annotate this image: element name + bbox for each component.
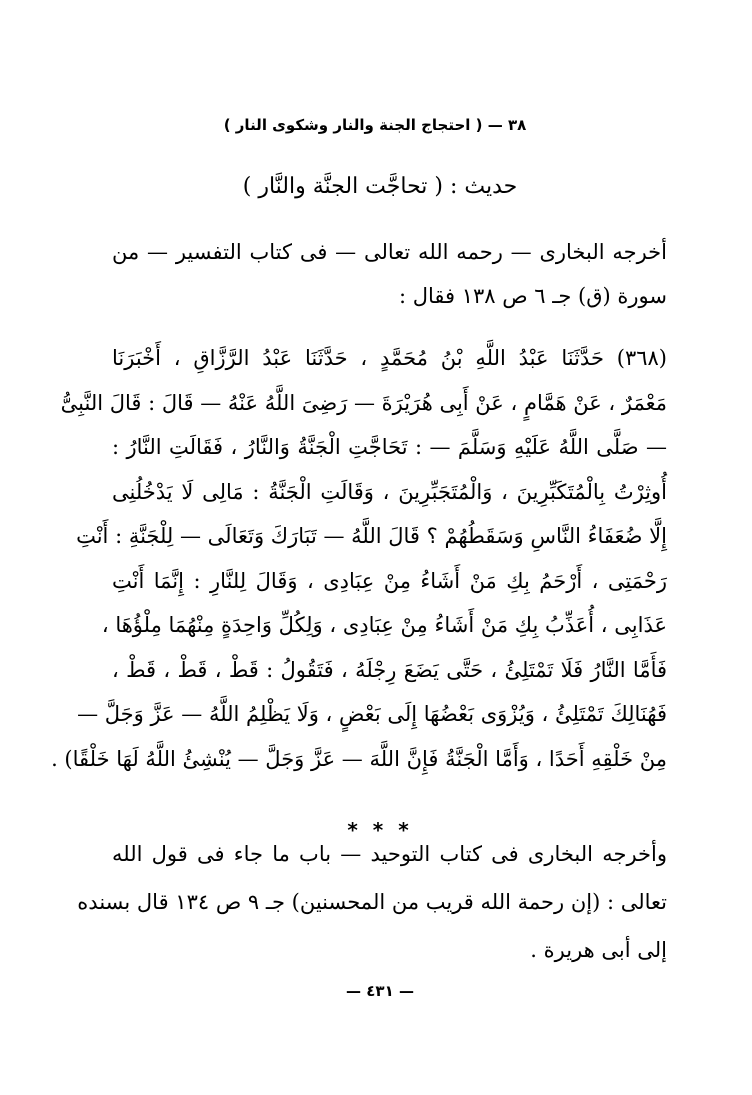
page-number: — ٤٣١ — <box>346 982 414 1000</box>
hadith-line-text: عَذَابِى ، أُعَذِّبُ بِكِ مَنْ أَشَاءُ مِنْ عِبَادِى ، وَلِكُلِّ وَاحِدَةٍ مِنْهُمَا مِلْؤُهَا ، <box>101 613 667 637</box>
intro-line-text: أخرجه البخارى — رحمه الله تعالى — فى كتاب التفسير — من <box>112 240 667 264</box>
outro-line-text: وأخرجه البخارى فى كتاب التوحيد — باب ما جاء فى قول الله <box>112 842 667 866</box>
section-separator: * * * <box>347 818 413 842</box>
hadith-line <box>101 613 667 658</box>
outro-line <box>77 890 667 938</box>
intro-line-text: سورة (ق) جـ ٦ ص ١٣٨ فقال : <box>398 284 667 308</box>
hadith-line-text: مَعْمَرٌ ، عَنْ هَمَّامٍ ، عَنْ أَبِى هُرَيْرَةَ — رَضِىَ اللَّهُ عَنْهُ — قَالَ : قَالَ النَّبِىُّ <box>60 390 667 415</box>
outro-line <box>112 842 667 890</box>
hadith-text <box>51 346 667 791</box>
hadith-line-text: رَحْمَتِى ، أَرْحَمُ بِكِ مَنْ أَشَاءُ مِنْ عِبَادِى ، وَقَالَ لِلنَّارِ : إِنَّمَا أَنْتِ <box>112 568 667 593</box>
hadith-line <box>112 569 667 614</box>
hadith-line-text: فَهُنَالِكَ تَمْتَلِئُ ، وَيُزْوَى بَعْضُهَا إِلَى بَعْضٍ ، وَلَا يَظْلِمُ اللَّهُ — عَزَّ وَجَلَّ — <box>77 702 667 726</box>
outro-line-text: إلى أبى هريرة . <box>530 938 667 962</box>
hadith-line <box>112 346 667 391</box>
hadith-line-text: أُوثِرْتُ بِالْمُتَكَبِّرِينَ ، وَالْمُتَجَبِّرِينَ ، وَقَالَتِ الْجَنَّةُ : مَالِى لَا يَدْخُلُنِى <box>112 479 667 504</box>
hadith-line-text: — صَلَّى اللَّهُ عَلَيْهِ وَسَلَّمَ — : تَحَاجَّتِ الْجَنَّةُ وَالنَّارُ ، فَقَالَتِ النَّارُ : <box>112 435 667 459</box>
hadith-line <box>60 390 667 436</box>
running-header: ٣٨ — ( احتجاج الجنة والنار وشكوى النار ) <box>223 116 527 134</box>
hadith-line <box>112 658 667 703</box>
hadith-line <box>76 524 667 569</box>
hadith-line <box>51 746 667 792</box>
hadith-line-text: إِلَّا ضُعَفَاءُ النَّاسِ وَسَقَطُهُمْ ؟ قَالَ اللَّهُ — تَبَارَكَ وَتَعَالَى — لِلْجَنَّةِ : أَنْتِ <box>76 524 667 548</box>
outro-line-text: تعالى : (إن رحمة الله قريب من المحسنين) جـ ٩ ص ١٣٤ قال بسنده <box>77 890 667 914</box>
outro-paragraph <box>77 842 667 986</box>
intro-line <box>112 284 667 328</box>
hadith-line-text: مِنْ خَلْقِهِ أَحَدًا ، وَأَمَّا الْجَنَّةُ فَإِنَّ اللَّهَ — عَزَّ وَجَلَّ — يُنْشِئُ اللَّهُ لَهَا خَلْقًا) . <box>51 746 667 771</box>
intro-line <box>112 240 667 284</box>
hadith-title: حديث : ( تحاجَّت الجنَّة والنَّار ) <box>242 174 518 199</box>
hadith-line <box>77 702 667 747</box>
intro-paragraph <box>112 240 667 328</box>
hadith-line <box>112 435 667 480</box>
hadith-line-text: (٣٦٨) حَدَّثَنَا عَبْدُ اللَّهِ بْنُ مُحَمَّدٍ ، حَدَّثَنَا عَبْدُ الرَّزَّاقِ ، أَخْبَرَنَا <box>112 346 667 370</box>
hadith-line-text: فَأَمَّا النَّارُ فَلَا تَمْتَلِئُ ، حَتَّى يَضَعَ رِجْلَهُ ، فَتَقُولُ : قَطْ ، قَطْ ، قَطْ ، <box>112 657 667 682</box>
hadith-line <box>112 480 667 525</box>
outro-line <box>112 938 667 986</box>
